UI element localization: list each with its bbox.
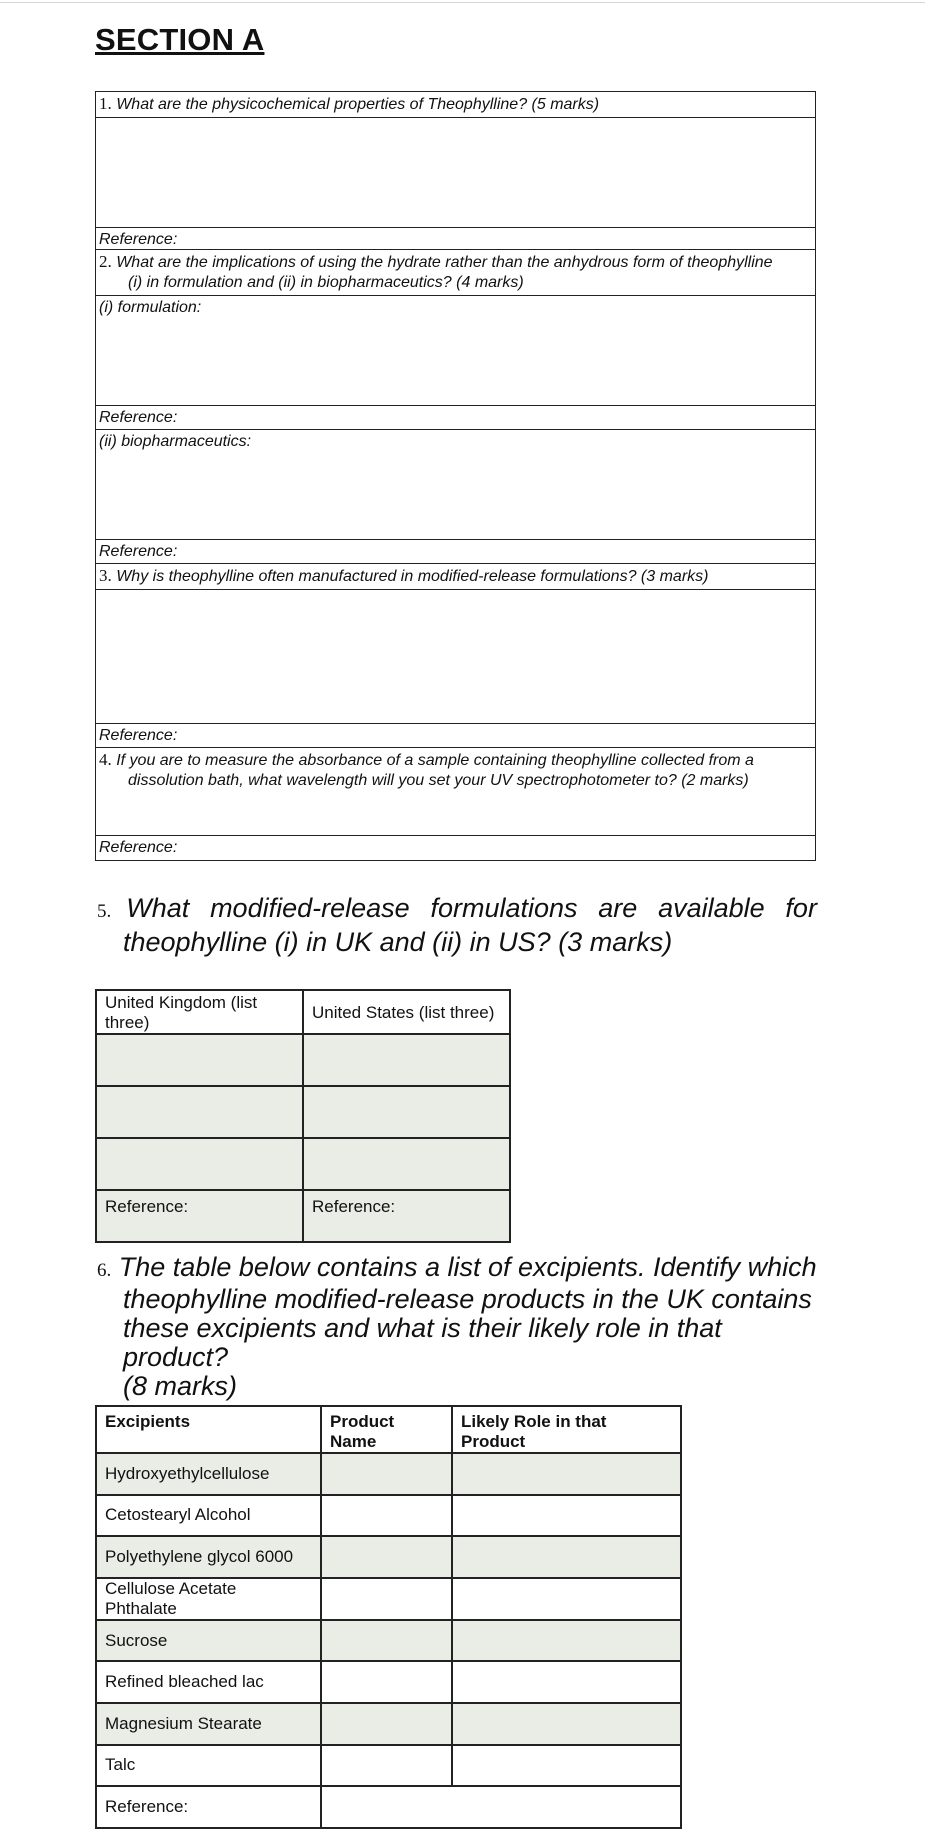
q6-reference-row — [96, 1786, 681, 1828]
q5-uk-cell-1[interactable] — [96, 1034, 303, 1086]
product-name-cell[interactable] — [321, 1703, 452, 1745]
q5-us-cell-1[interactable] — [303, 1034, 510, 1086]
table-row — [96, 1453, 681, 1495]
excipient-polyethylene-glycol: Polyethylene glycol 6000 — [96, 1536, 321, 1578]
q5-table-header-row — [96, 990, 510, 1034]
q2-biopharmaceutics-reference[interactable] — [96, 540, 815, 564]
table-row — [96, 1138, 510, 1190]
q2-biopharmaceutics-reference-label: Reference: — [99, 543, 178, 560]
q6-line4: (8 marks) — [123, 1371, 237, 1401]
q3-text: Why is theophylline often manufactured in modified-release formulations? (3 marks) — [116, 568, 709, 585]
product-name-cell[interactable] — [321, 1661, 452, 1703]
q3-reference-label: Reference: — [99, 727, 178, 744]
q5-reference-us[interactable]: Reference: — [303, 1190, 510, 1242]
q5-word-4: are — [598, 893, 638, 923]
q4-reference[interactable] — [96, 836, 815, 861]
table-row — [96, 1661, 681, 1703]
q5-word-1 — [97, 893, 189, 927]
q6-header-likely-role: Likely Role in that Product — [452, 1406, 681, 1453]
q1-number: 1. — [99, 94, 112, 113]
likely-role-cell[interactable] — [452, 1661, 681, 1703]
table-row — [96, 1620, 681, 1662]
likely-role-cell[interactable] — [452, 1703, 681, 1745]
table-row — [96, 1578, 681, 1620]
q2-text-line1: What are the implications of using the hydrate rather than the anhydrous form of theophylline — [116, 254, 773, 271]
q5-number: 5. — [97, 901, 112, 922]
q6-line1 — [97, 1253, 817, 1285]
q4-number: 4. — [99, 750, 112, 769]
q5-uk-cell-3[interactable] — [96, 1138, 303, 1190]
product-name-cell[interactable] — [321, 1453, 452, 1495]
q4-text-line2: dissolution bath, what wavelength will you set your UV spectrophotometer to? (2 marks) — [128, 772, 749, 789]
q3-number: 3. — [99, 566, 112, 585]
top-divider — [0, 2, 925, 3]
q5-prompt — [97, 893, 817, 957]
q5-uk-cell-2[interactable] — [96, 1086, 303, 1138]
q2-number: 2. — [99, 252, 112, 271]
table-row — [96, 1495, 681, 1537]
q2-prompt — [96, 250, 815, 296]
table-row — [96, 1086, 510, 1138]
q6-header-product-name: Product Name — [321, 1406, 452, 1453]
q6-line1-text: The table below contains a list of excipients. Identify which — [118, 1252, 817, 1282]
q5-word-6: for — [785, 893, 817, 923]
likely-role-cell[interactable] — [452, 1620, 681, 1662]
product-name-cell[interactable] — [321, 1536, 452, 1578]
q6-reference-label: Reference: — [96, 1786, 321, 1828]
product-name-cell[interactable] — [321, 1620, 452, 1662]
q5-header-uk: United Kingdom (list three) — [96, 990, 303, 1034]
q2-formulation-reference-label: Reference: — [99, 409, 178, 426]
q6-line2: theophylline modified-release products in the UK contains — [123, 1284, 812, 1314]
q5-word-3: formulations — [430, 893, 578, 923]
excipient-cellulose-acetate-phthalate: Cellulose Acetate Phthalate — [96, 1578, 321, 1620]
q2-formulation-label: (i) formulation: — [99, 299, 202, 316]
product-name-cell[interactable] — [321, 1578, 452, 1620]
q5-word-5: available — [658, 893, 765, 923]
q1-reference-label: Reference: — [99, 231, 178, 248]
q3-reference[interactable] — [96, 724, 815, 748]
q6-excipients-table — [95, 1405, 682, 1829]
excipient-hydroxyethylcellulose: Hydroxyethylcellulose — [96, 1453, 321, 1495]
q1-reference[interactable] — [96, 228, 815, 250]
q5-line2: theophylline (i) in UK and (ii) in US? (3 marks) — [123, 927, 673, 957]
likely-role-cell[interactable] — [452, 1453, 681, 1495]
excipient-magnesium-stearate: Magnesium Stearate — [96, 1703, 321, 1745]
q5-reference-uk[interactable]: Reference: — [96, 1190, 303, 1242]
q5-word-what: What — [126, 893, 190, 923]
q2-formulation-reference[interactable] — [96, 406, 815, 430]
questions-block — [95, 91, 816, 861]
q5-line1 — [97, 893, 817, 927]
table-row — [96, 1703, 681, 1745]
product-name-cell[interactable] — [321, 1745, 452, 1787]
q5-us-cell-2[interactable] — [303, 1086, 510, 1138]
table-row — [96, 1536, 681, 1578]
excipient-sucrose: Sucrose — [96, 1620, 321, 1662]
q4-prompt[interactable] — [96, 748, 815, 836]
q1-prompt — [96, 92, 815, 118]
q2-text-line2: (i) in formulation and (ii) in biopharmaceutics? (4 marks) — [128, 274, 524, 291]
likely-role-cell[interactable] — [452, 1495, 681, 1537]
q5-us-cell-3[interactable] — [303, 1138, 510, 1190]
q1-text: What are the physicochemical properties of Theophylline? (5 marks) — [116, 96, 600, 113]
section-title: SECTION A — [95, 22, 265, 57]
q5-reference-row — [96, 1190, 510, 1242]
q5-word-2: modified-release — [210, 893, 410, 923]
likely-role-cell[interactable] — [452, 1536, 681, 1578]
q1-answer-area[interactable] — [96, 118, 815, 228]
product-name-cell[interactable] — [321, 1495, 452, 1537]
q3-answer-area[interactable] — [96, 590, 815, 724]
q6-number: 6. — [97, 1260, 112, 1281]
q4-text-line1: If you are to measure the absorbance of a sample containing theophylline collected from a — [116, 752, 754, 769]
table-row — [96, 1745, 681, 1787]
excipient-cetostearyl-alcohol: Cetostearyl Alcohol — [96, 1495, 321, 1537]
q2-biopharmaceutics-area[interactable] — [96, 430, 815, 540]
excipient-talc: Talc — [96, 1745, 321, 1787]
table-row — [96, 1034, 510, 1086]
q5-table — [95, 989, 511, 1243]
q5-header-us: United States (list three) — [303, 990, 510, 1034]
excipient-refined-bleached-lac: Refined bleached lac — [96, 1661, 321, 1703]
q6-reference-field[interactable] — [321, 1786, 681, 1828]
q2-formulation-area[interactable] — [96, 296, 815, 406]
q6-prompt — [97, 1253, 817, 1401]
q4-reference-label: Reference: — [99, 839, 178, 856]
q6-header-excipients: Excipients — [96, 1406, 321, 1453]
likely-role-cell[interactable] — [452, 1578, 681, 1620]
likely-role-cell[interactable] — [452, 1745, 681, 1787]
q2-biopharmaceutics-label: (ii) biopharmaceutics: — [99, 433, 252, 450]
q6-table-header-row — [96, 1406, 681, 1453]
q3-prompt — [96, 564, 815, 590]
q6-line3: these excipients and what is their likely role in that product? — [123, 1313, 722, 1372]
